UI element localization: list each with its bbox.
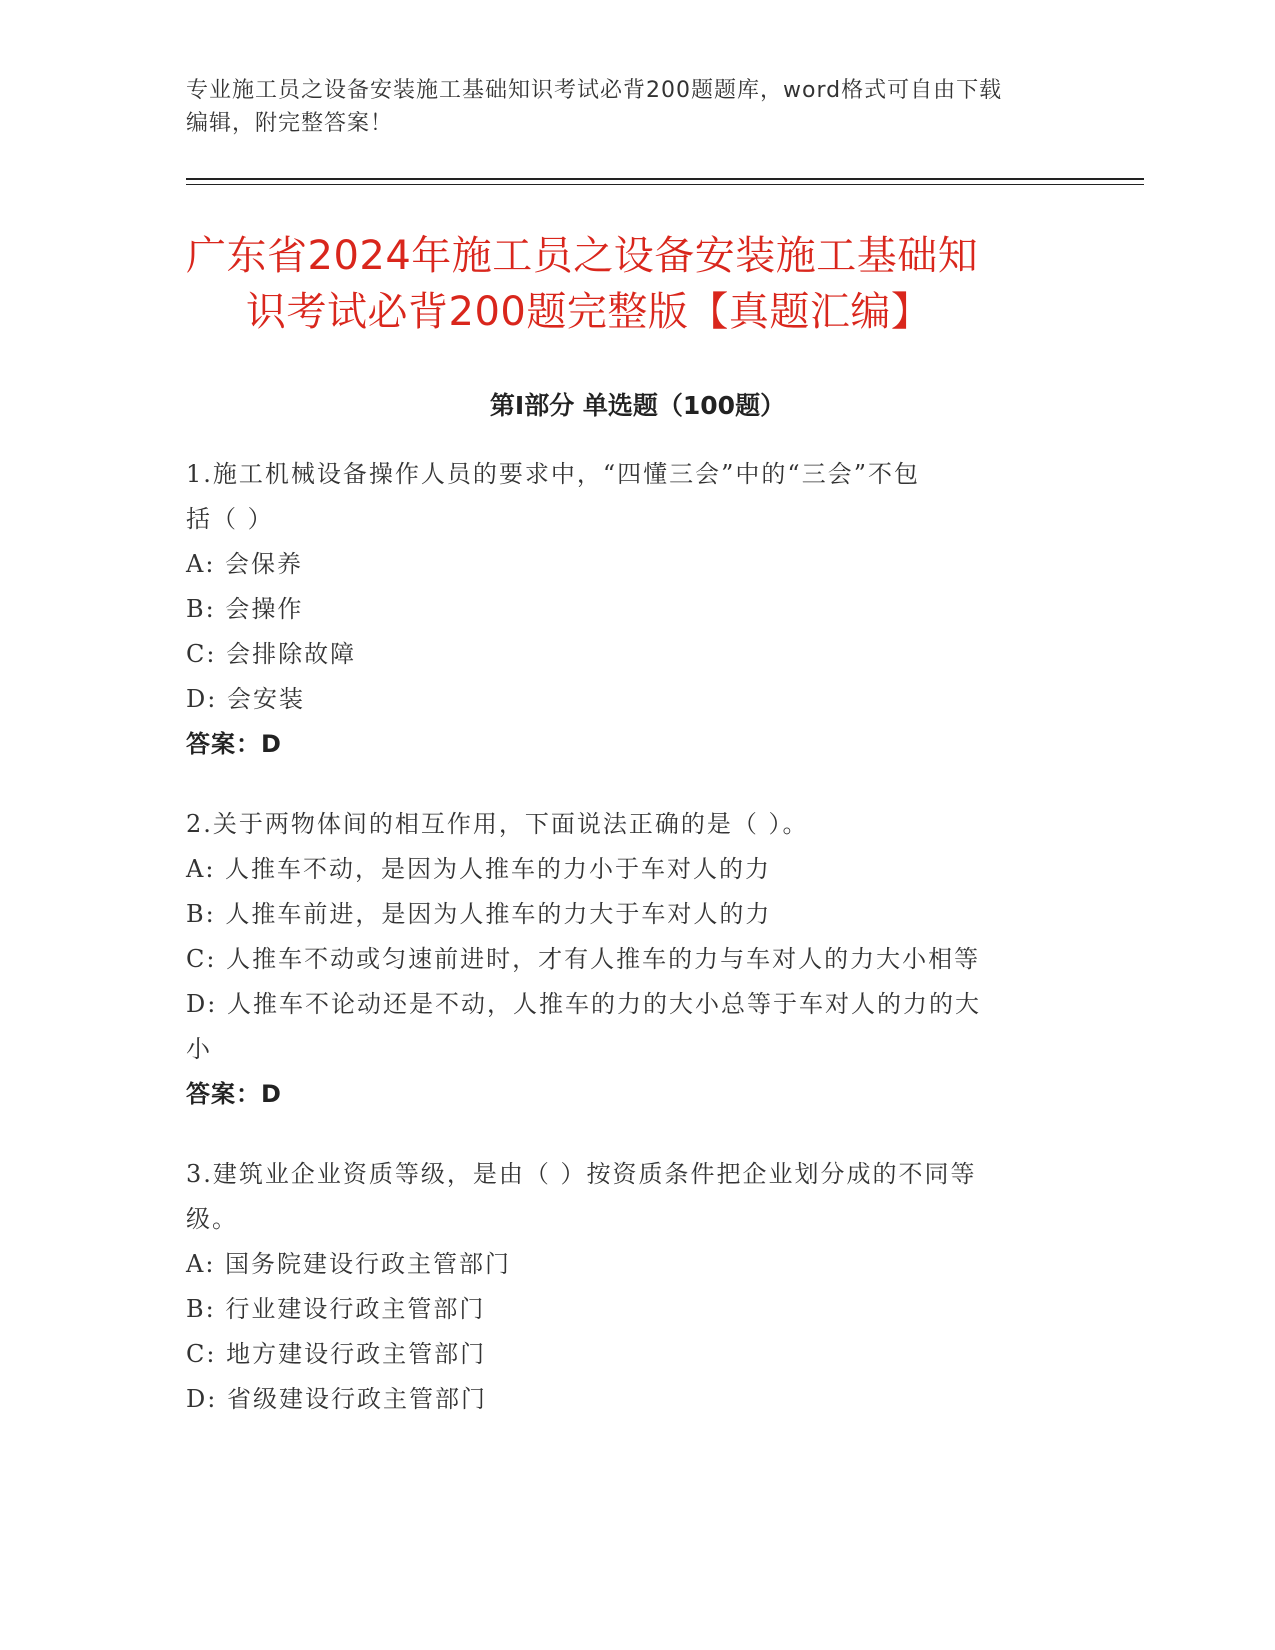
title-line1: 广东省2024年施工员之设备安装施工基础知 — [186, 233, 979, 279]
answer: 答案：D — [186, 1080, 282, 1108]
option-d: D: 会安装 — [186, 685, 305, 713]
option-d: D: 省级建设行政主管部门 — [186, 1385, 487, 1413]
header-note-line2: 编辑，附完整答案！ — [186, 111, 394, 136]
option-a: A: 国务院建设行政主管部门 — [186, 1250, 512, 1278]
question-2 — [186, 802, 1066, 1117]
answer: 答案：D — [186, 730, 282, 758]
option-a: A: 人推车不动，是因为人推车的力小于车对人的力 — [186, 855, 772, 883]
option-a: A: 会保养 — [186, 550, 304, 578]
question-stem-cont: 括（ ） — [186, 505, 274, 533]
option-b: B: 人推车前进，是因为人推车的力大于车对人的力 — [186, 900, 772, 928]
header-note — [186, 74, 1066, 140]
option-d-cont: 小 — [186, 1035, 212, 1063]
option-b: B: 会操作 — [186, 595, 304, 623]
option-c: C: 会排除故障 — [186, 640, 357, 668]
question-stem: 2.关于两物体间的相互作用，下面说法正确的是（ ）。 — [186, 810, 809, 838]
header-rule-thin — [186, 184, 1144, 185]
section-heading: 第Ⅰ部分 单选题（100题） — [489, 391, 786, 420]
option-b: B: 行业建设行政主管部门 — [186, 1295, 486, 1323]
question-stem: 3.建筑业企业资质等级，是由（ ）按资质条件把企业划分成的不同等 — [186, 1160, 977, 1188]
option-c: C: 人推车不动或匀速前进时，才有人推车的力与车对人的力大小相等 — [186, 945, 981, 973]
question-stem-cont: 级。 — [186, 1205, 238, 1233]
question-stem: 1.施工机械设备操作人员的要求中，“四懂三会”中的“三会”不包 — [186, 460, 920, 488]
option-c: C: 地方建设行政主管部门 — [186, 1340, 487, 1368]
title-line2: 识考试必背200题完整版【真题汇编】 — [246, 289, 932, 335]
question-1 — [186, 452, 1066, 767]
option-d: D: 人推车不论动还是不动，人推车的力的大小总等于车对人的力的大 — [186, 990, 981, 1018]
question-3 — [186, 1152, 1066, 1422]
document-title — [186, 228, 1086, 340]
header-note-line1: 专业施工员之设备安装施工基础知识考试必背200题题库，word格式可自由下载 — [186, 78, 1003, 103]
header-rule-thick — [186, 178, 1144, 180]
